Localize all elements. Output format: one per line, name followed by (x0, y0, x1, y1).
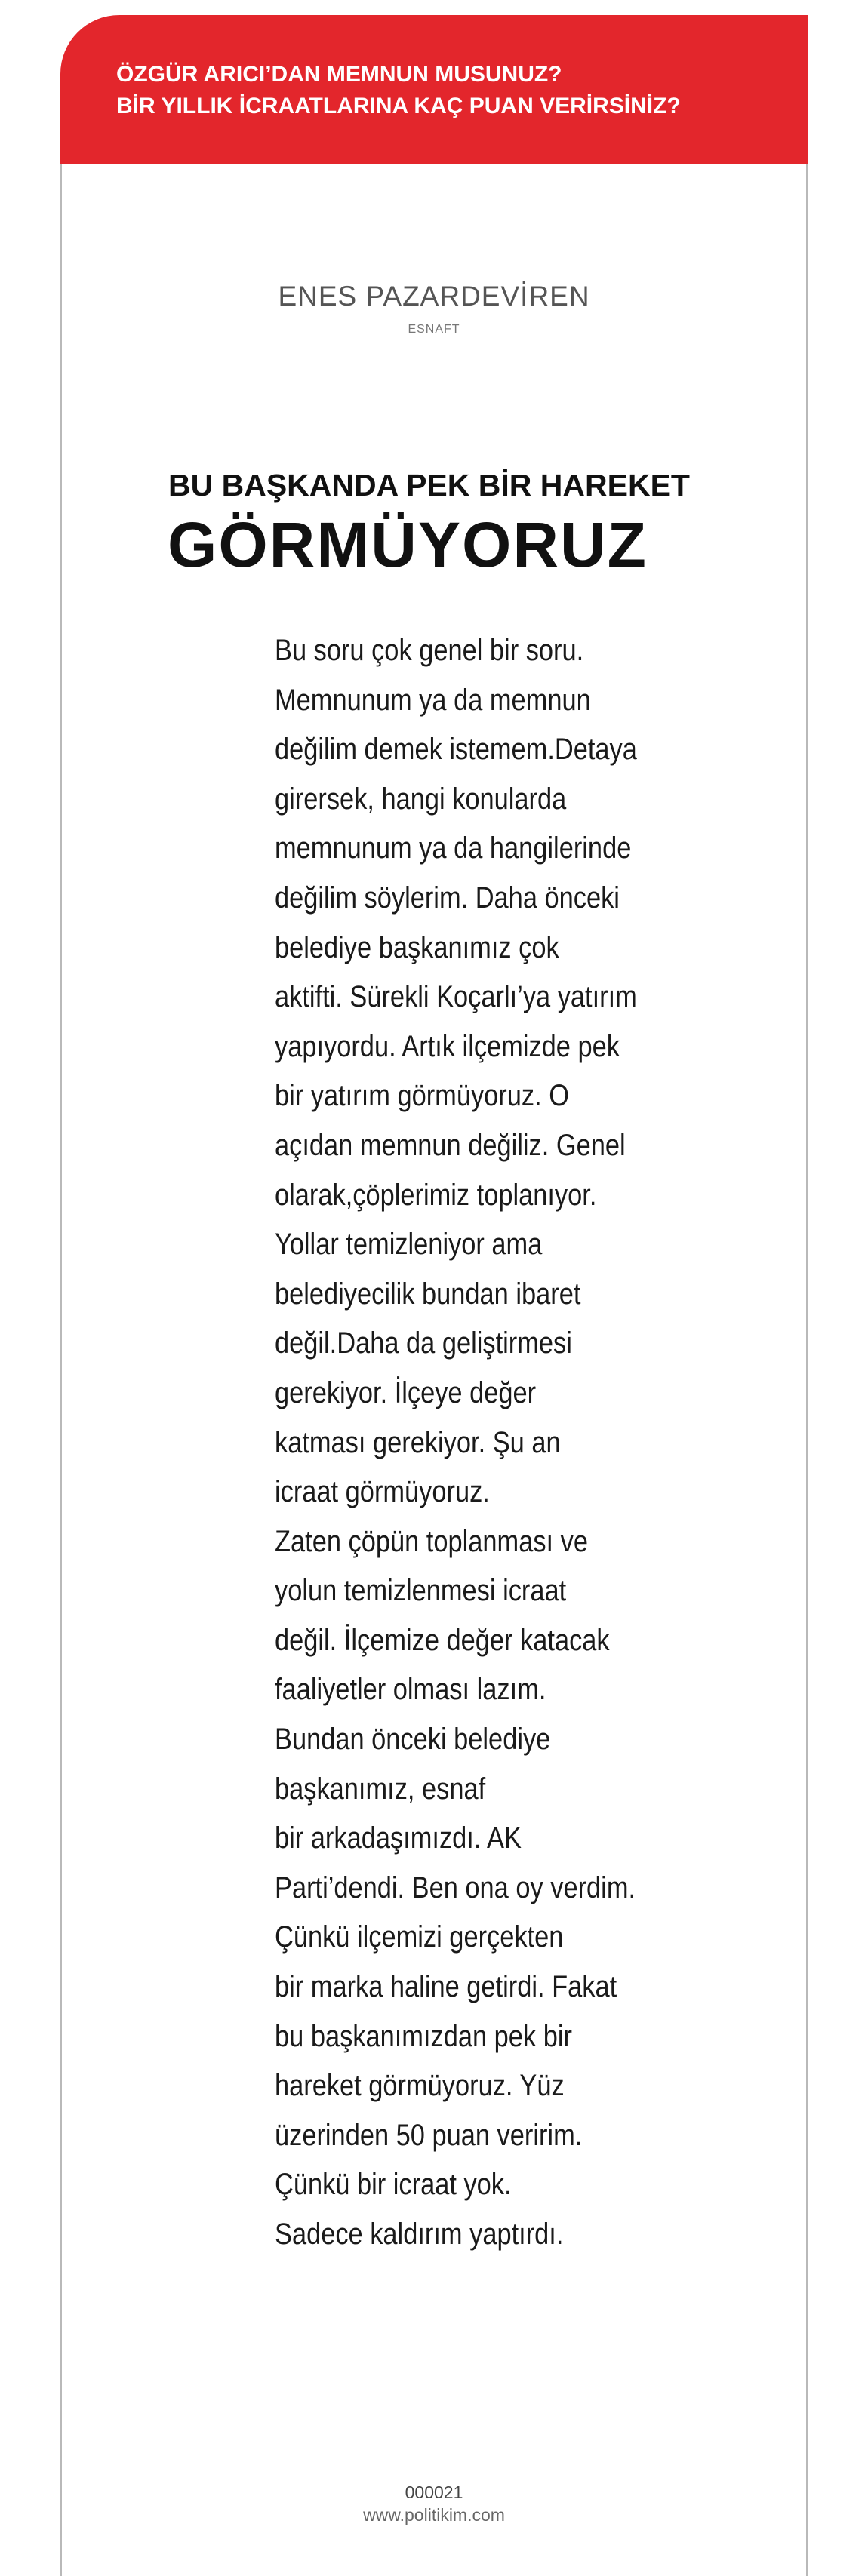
banner-question-line-1: ÖZGÜR ARICI’DAN MEMNUN MUSUNUZ? (116, 62, 562, 87)
article-body (275, 626, 697, 2260)
article-line: yolun temizlenmesi icraat (275, 1574, 567, 1608)
article-line: memnunum ya da hangilerinde (275, 832, 632, 865)
article-line: Çünkü bir icraat yok. (275, 2168, 512, 2202)
article-line: Bundan önceki belediye (275, 1723, 551, 1757)
article-line: Parti’dendi. Ben ona oy verdim. (275, 1871, 636, 1904)
article-line: belediye başkanımız çok (275, 930, 559, 964)
website-link[interactable]: www.politikim.com (363, 2505, 505, 2525)
article-line: Bu soru çok genel bir soru. (275, 634, 584, 667)
article-line: bir marka haline getirdi. Fakat (275, 1970, 617, 2004)
article-line: değilim demek istemem.Detaya (275, 733, 637, 767)
page-number: 000021 (405, 2482, 463, 2502)
article-line: değil. İlçemize değer katacak (275, 1623, 610, 1657)
article-line: yapıyordu. Artık ilçemizde pek (275, 1029, 620, 1063)
article-line: aktifti. Sürekli Koçarlı’ya yatırım (275, 980, 637, 1014)
question-banner (60, 15, 808, 164)
article-line: açıdan memnun değiliz. Genel (275, 1128, 626, 1162)
article-line: Yollar temizleniyor ama (275, 1228, 543, 1262)
frame-left-border (60, 164, 62, 2576)
article-line: değilim söylerim. Daha önceki (275, 881, 620, 915)
headline-title: GÖRMÜYORUZ (168, 509, 648, 580)
article-line: Memnunum ya da memnun (275, 683, 591, 717)
article-line: değil.Daha da geliştirmesi (275, 1326, 572, 1360)
article-line: Çünkü ilçemizi gerçekten (275, 1920, 564, 1954)
article-line: faaliyetler olması lazım. (275, 1673, 546, 1707)
article-line: icraat görmüyoruz. (275, 1475, 490, 1509)
interviewee-name: ENES PAZARDEVİREN (278, 281, 590, 312)
article-line: bir arkadaşımızdı. AK (275, 1821, 522, 1855)
article-line: Zaten çöpün toplanması ve (275, 1524, 588, 1558)
article-line: girersek, hangi konularda (275, 782, 567, 816)
interviewee-role: ESNAFT (408, 323, 460, 336)
article-line: gerekiyor. İlçeye değer (275, 1376, 537, 1409)
frame-right-border (806, 164, 808, 2576)
article-line: bu başkanımızdan pek bir (275, 2019, 572, 2053)
article-line: üzerinden 50 puan veririm. (275, 2118, 583, 2152)
article-line: Sadece kaldırım yaptırdı. (275, 2218, 564, 2251)
article-line: hareket görmüyoruz. Yüz (275, 2069, 565, 2103)
article-line: başkanımız, esnaf (275, 1772, 486, 1806)
article-line: katması gerekiyor. Şu an (275, 1425, 561, 1459)
article-line: belediyecilik bundan ibaret (275, 1277, 581, 1311)
article-line: bir yatırım görmüyoruz. O (275, 1079, 569, 1113)
article-line: olarak,çöplerimiz toplanıyor. (275, 1178, 597, 1212)
banner-question-line-2: BİR YILLIK İCRAATLARINA KAÇ PUAN VERİRSİNİZ? (116, 94, 681, 118)
headline-subtitle: BU BAŞKANDA PEK BİR HAREKET (168, 468, 690, 503)
